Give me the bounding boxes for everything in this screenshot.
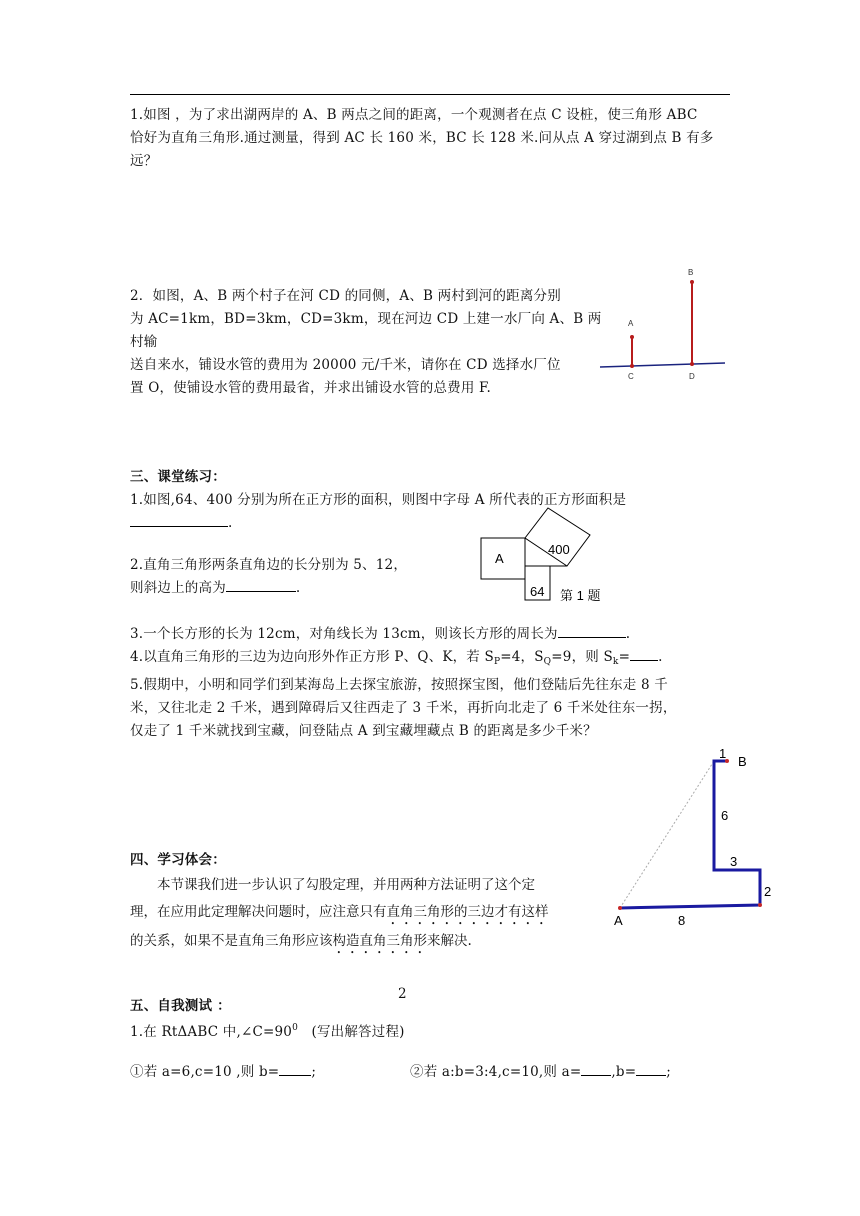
section-3-heading: 三、课堂练习： — [130, 469, 226, 485]
treasure-path-figure — [610, 742, 780, 932]
p4: 4.以直角三角形的三边为边向形外作正方形 P、Q、K，若 $S_P=4$，$S_Q=9$，则 $S_k=$ . — [130, 646, 750, 674]
p5-line2: 米，又往北走 2 千米，遇到障碍后又往西走了 3 千米，再折向北走了 6 千米处往东一拐， — [130, 700, 677, 716]
page-number: 2 — [398, 986, 407, 1002]
river-line-cd — [600, 363, 725, 367]
p5-line3: 仅走了 1 千米就找到宝藏，问登陆点 A 到宝藏埋藏点 B 的距离是多少千米？ — [130, 723, 597, 739]
section-4-heading: 四、学习体会： — [130, 852, 226, 868]
p3: 3.一个长方形的长为 12cm，对角线长为 13cm，则该长方形的周长为 . — [130, 623, 750, 646]
square-400-label: 400 — [548, 542, 570, 557]
q2-line2: 为 AC=1km，BD=3km，CD=3km，现在河边 CD 上建一水厂向 A、B 两村输 — [130, 311, 602, 350]
practice-1: 1.如图,64、400 分别为所在正方形的面积，则图中字母 A 所代表的正方形面积是 . — [130, 489, 750, 535]
q1-line3: 远？ — [130, 153, 158, 169]
sub2-b-blank[interactable] — [636, 1061, 666, 1076]
point-b — [690, 280, 694, 284]
svg-text:8: 8 — [678, 913, 686, 928]
point-c — [630, 364, 634, 368]
question-1 — [130, 104, 750, 173]
q2-line1: 2．如图，A、B 两个村子在河 CD 的同侧，A、B 两村到河的距离分别 — [130, 288, 561, 304]
point-a — [618, 906, 622, 910]
q1-line1: 1.如图 ，为了求出湖两岸的 A、B 两点之间的距离，一个观测者在点 C 设桩，使三角形 ABC — [130, 107, 698, 123]
svg-text:6: 6 — [721, 808, 729, 823]
label-d: D — [689, 372, 695, 381]
square-400 — [525, 508, 590, 566]
p2-line1: 2.直角三角形两条直角边的长分别为 5、12， — [130, 557, 408, 573]
svg-text:2: 2 — [764, 884, 772, 899]
svg-text:B: B — [738, 754, 747, 769]
q2-line3: 送自来水，铺设水管的费用为 20000 元/千米，请你在 CD 选择水厂位 — [130, 357, 561, 373]
svg-text:A: A — [614, 913, 623, 928]
river-figure — [595, 262, 730, 387]
square-a-label: A — [495, 551, 504, 566]
p4-answer-blank[interactable] — [630, 646, 658, 661]
point-d — [690, 362, 694, 366]
square-64-label: 64 — [530, 584, 545, 599]
test-1: 1.在 RtΔABC 中$,\angle C=90^0$ (写出解答过程) — [130, 1023, 405, 1040]
practice-2: 2.直角三角形两条直角边的长分别为 5、12， 则斜边上的高为 . — [130, 554, 470, 600]
sub1-b-blank[interactable] — [279, 1061, 311, 1076]
sub2-a-blank[interactable] — [581, 1061, 611, 1076]
label-b: B — [688, 268, 694, 277]
point-a — [630, 335, 634, 339]
section-4-body: 本节课我们进一步认识了勾股定理，并用两种方法证明了这个定 理，在应用此定理解决问题时，应注意只有直角三角形的三边才有这样 的关系，如果不是直角三角形应该构造直角三角形来解决. — [130, 877, 549, 949]
practice-3-4-5 — [130, 623, 750, 743]
p5-line1: 5.假期中，小明和同学们到某海岛上去探宝旅游，按照探宝图，他们登陆后先往东走 8 千 — [130, 677, 668, 693]
p3-answer-blank[interactable] — [558, 623, 626, 638]
figure-caption: 第 1 题 — [560, 588, 601, 603]
question-2 — [130, 285, 610, 400]
squares-figure — [475, 500, 625, 610]
test-1-sub-2: ②若 a:b=3:4,c=10,则 a= ,b= ; — [410, 1061, 671, 1084]
label-a: A — [628, 319, 634, 328]
svg-text:3: 3 — [730, 854, 738, 869]
section-5-heading: 五、自我测试 ： — [130, 998, 231, 1014]
p1-line1: 1.如图,64、400 分别为所在正方形的面积，则图中字母 A 所代表的正方形面积是 — [130, 492, 627, 508]
p2-answer-blank[interactable] — [226, 577, 296, 592]
label-c: C — [628, 372, 634, 381]
header-rule — [130, 94, 730, 95]
test-1-sub-1: ①若 a=6,c=10 ,则 b= ; — [130, 1061, 316, 1084]
q2-line4: 置 O，使铺设水管的费用最省，并求出铺设水管的总费用 F. — [130, 380, 492, 396]
svg-text:1: 1 — [719, 746, 727, 761]
p1-answer-blank[interactable] — [130, 512, 228, 527]
dotted-line-ab — [620, 761, 714, 908]
path-line — [620, 761, 760, 908]
q1-line2: 恰好为直角三角形.通过测量，得到 AC 长 160 米，BC 长 128 米.问从点 A 穿过湖到点 B 有多 — [130, 130, 714, 146]
